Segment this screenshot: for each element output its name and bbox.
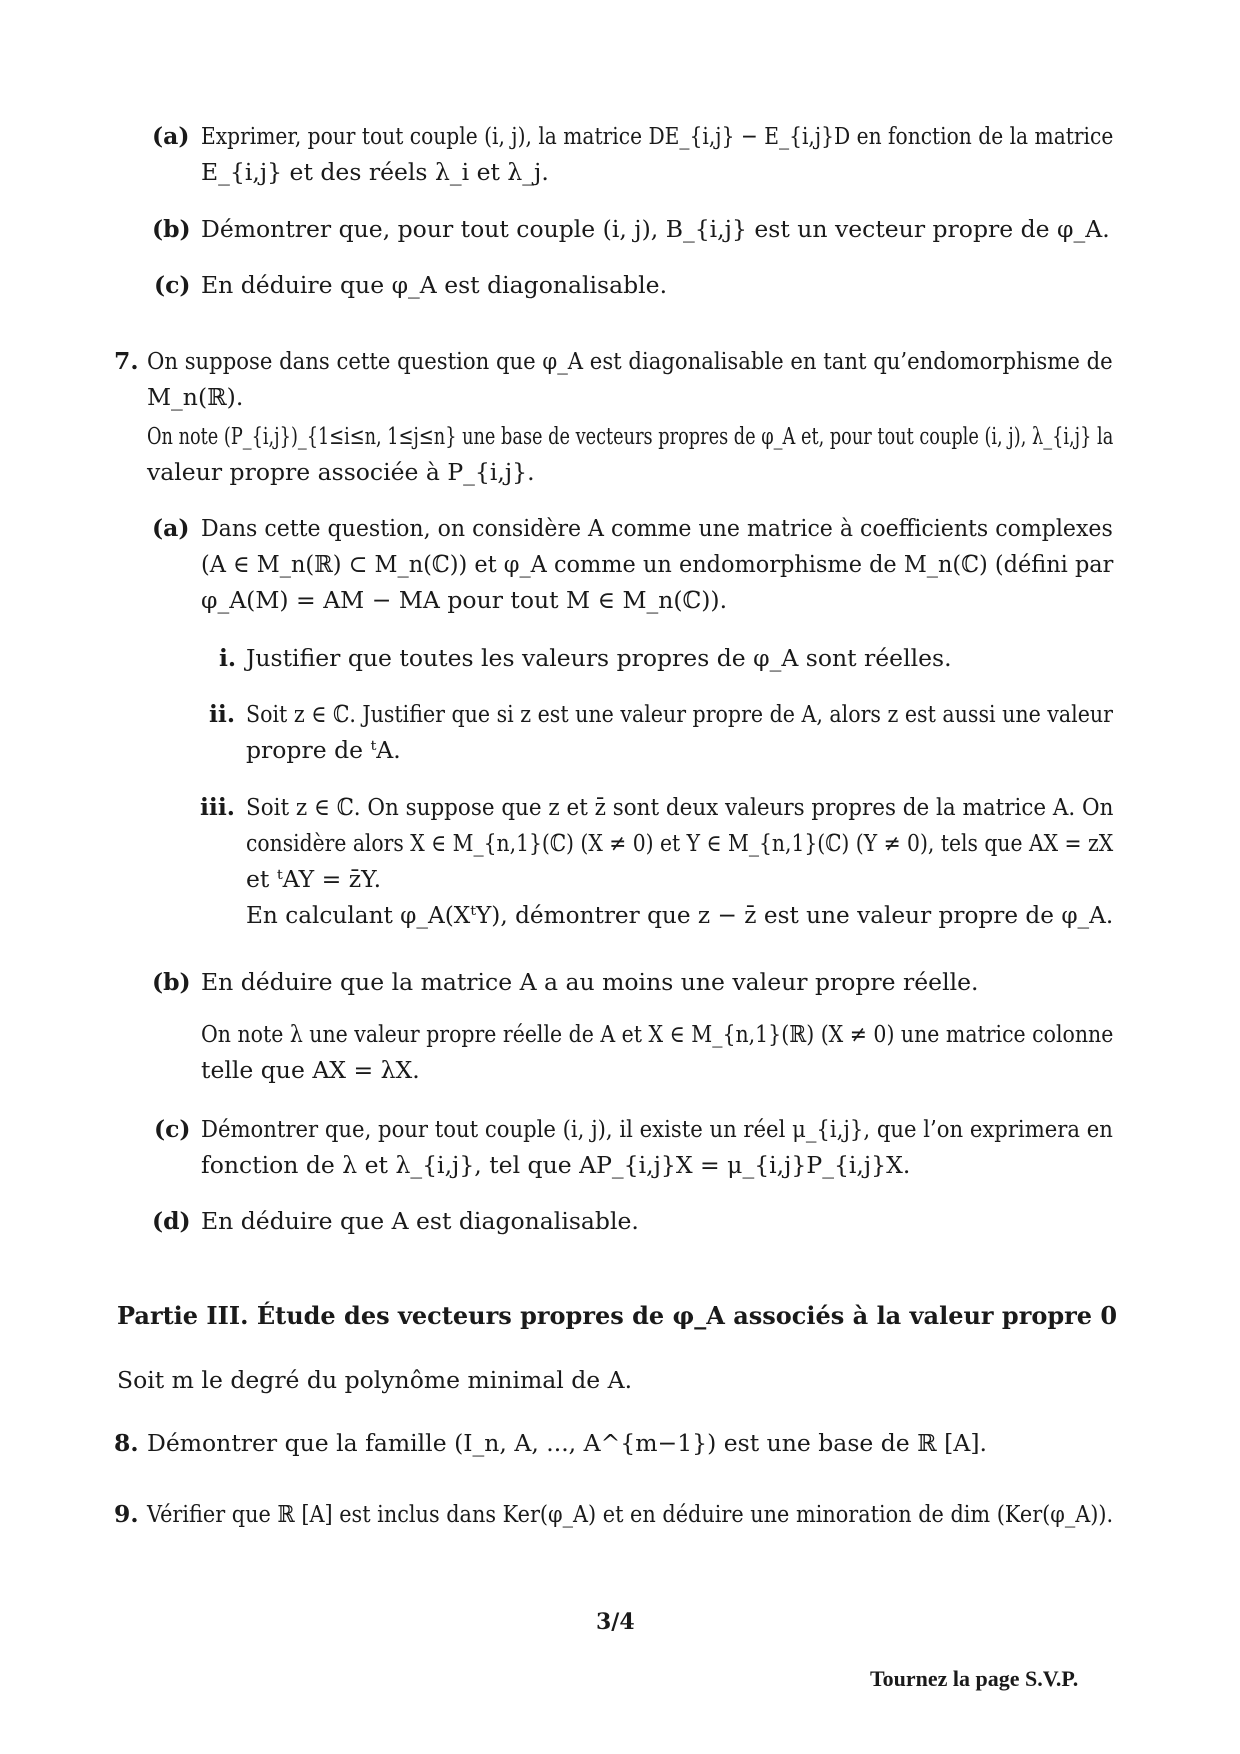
- q6c-line1: En déduire que φ_A est diagonalisable.: [201, 271, 668, 299]
- q7aiii-label: iii.: [200, 793, 235, 821]
- q7aii-label: ii.: [209, 700, 236, 728]
- q7aiii-text: [246, 789, 1113, 933]
- q6a-line1: Exprimer, pour tout couple (i, j), la matrice DE_{i,j} − E_{i,j}D en fonction de la matrice: [201, 122, 1114, 150]
- q7a-label: (a): [152, 514, 190, 542]
- q7b-line1: En déduire que la matrice A a au moins une valeur propre réelle.: [201, 968, 979, 996]
- page-number: 3/4: [596, 1609, 635, 1635]
- q7-note-line1: On note (P_{i,j})_{1≤i≤n, 1≤j≤n} une base de vecteurs propres de φ_A et, pour tout couple (i, j), λ_{i,j} la: [147, 422, 1114, 450]
- q7-intro-line2: M_n(ℝ).: [147, 383, 244, 411]
- q9-text: [147, 1496, 1113, 1532]
- q6c-label: (c): [154, 271, 191, 299]
- q8-number: 8.: [114, 1429, 139, 1457]
- q7ai-text: [246, 640, 1113, 676]
- q6b-text: [201, 211, 1113, 247]
- part3-heading: Partie III. Étude des vecteurs propres de φ_A associés à la valeur propre 0: [117, 1301, 1118, 1330]
- q7b-note: [201, 1016, 1113, 1088]
- q8-line1: Démontrer que la famille (I_n, A, ..., A^{m−1}) est une base de ℝ [A].: [147, 1429, 987, 1457]
- part3-intro: [117, 1362, 1113, 1398]
- q7b-note-line2: telle que AX = λX.: [201, 1056, 420, 1084]
- q9-line1: Vérifier que ℝ [A] est inclus dans Ker(φ_A) et en déduire une minoration de dim (Ker(φ_A)).: [147, 1500, 1114, 1528]
- q7b-note-line1: On note λ une valeur propre réelle de A et X ∈ M_{n,1}(ℝ) (X ≠ 0) une matrice colonne: [201, 1020, 1114, 1048]
- q7-note-line2: valeur propre associée à P_{i,j}.: [147, 458, 535, 486]
- q7aiii-line2: considère alors X ∈ M_{n,1}(ℂ) (X ≠ 0) et Y ∈ M_{n,1}(ℂ) (Y ≠ 0), tels que AX = zX: [246, 829, 1114, 857]
- q7-note: [147, 418, 1113, 490]
- q7a-text: [201, 510, 1113, 618]
- q7aiii-line4: En calculant φ_A(XᵗY), démontrer que z − z̄ est une valeur propre de φ_A.: [246, 901, 1114, 929]
- q7d-line1: En déduire que A est diagonalisable.: [201, 1207, 639, 1235]
- q7aii-line2: propre de ᵗA.: [246, 736, 401, 764]
- q7ai-line1: Justifier que toutes les valeurs propres de φ_A sont réelles.: [246, 644, 952, 672]
- q6b-line1: Démontrer que, pour tout couple (i, j), B_{i,j} est un vecteur propre de φ_A.: [201, 215, 1110, 243]
- q7a-line2: (A ∈ M_n(ℝ) ⊂ M_n(ℂ)) et φ_A comme un endomorphisme de M_n(ℂ) (défini par: [201, 550, 1114, 578]
- q7c-line2: fonction de λ et λ_{i,j}, tel que AP_{i,j}X = μ_{i,j}P_{i,j}X.: [201, 1151, 911, 1179]
- q6a-label: (a): [152, 122, 190, 150]
- q7c-text: [201, 1111, 1113, 1183]
- q6a-text: [201, 118, 1113, 190]
- q7aiii-line1: Soit z ∈ ℂ. On suppose que z et z̄ sont deux valeurs propres de la matrice A. On: [246, 793, 1114, 821]
- q7c-line1: Démontrer que, pour tout couple (i, j), il existe un réel μ_{i,j}, que l’on exprimera en: [201, 1115, 1113, 1143]
- q7d-label: (d): [152, 1207, 191, 1235]
- q9-number: 9.: [114, 1500, 139, 1528]
- q8-text: [147, 1425, 1113, 1461]
- q7b-label: (b): [152, 968, 191, 996]
- q7b-text: [201, 964, 1113, 1000]
- q6a-line2: E_{i,j} et des réels λ_i et λ_j.: [201, 158, 549, 186]
- turn-page-note: Tournez la page S.V.P.: [870, 1666, 1079, 1691]
- q7ai-label: i.: [219, 644, 237, 672]
- q7a-line1: Dans cette question, on considère A comme une matrice à coefficients complexes: [201, 514, 1113, 542]
- q7a-line3: φ_A(M) = AM − MA pour tout M ∈ M_n(ℂ)).: [201, 586, 728, 614]
- q7aiii-line3: et ᵗAY = z̄Y.: [246, 865, 382, 893]
- q7d-text: [201, 1203, 1113, 1239]
- q7aii-line1: Soit z ∈ ℂ. Justifier que si z est une valeur propre de A, alors z est aussi une valeur: [246, 700, 1113, 728]
- part3-intro-line1: Soit m le degré du polynôme minimal de A.: [117, 1366, 633, 1394]
- q7-intro-line1: On suppose dans cette question que φ_A est diagonalisable en tant qu’endomorphisme de: [147, 347, 1113, 375]
- q7aii-text: [246, 696, 1113, 768]
- q6b-label: (b): [152, 215, 191, 243]
- q7c-label: (c): [154, 1115, 191, 1143]
- q7-number: 7.: [114, 347, 139, 375]
- q7-intro: [147, 343, 1113, 415]
- q6c-text: [201, 267, 1113, 303]
